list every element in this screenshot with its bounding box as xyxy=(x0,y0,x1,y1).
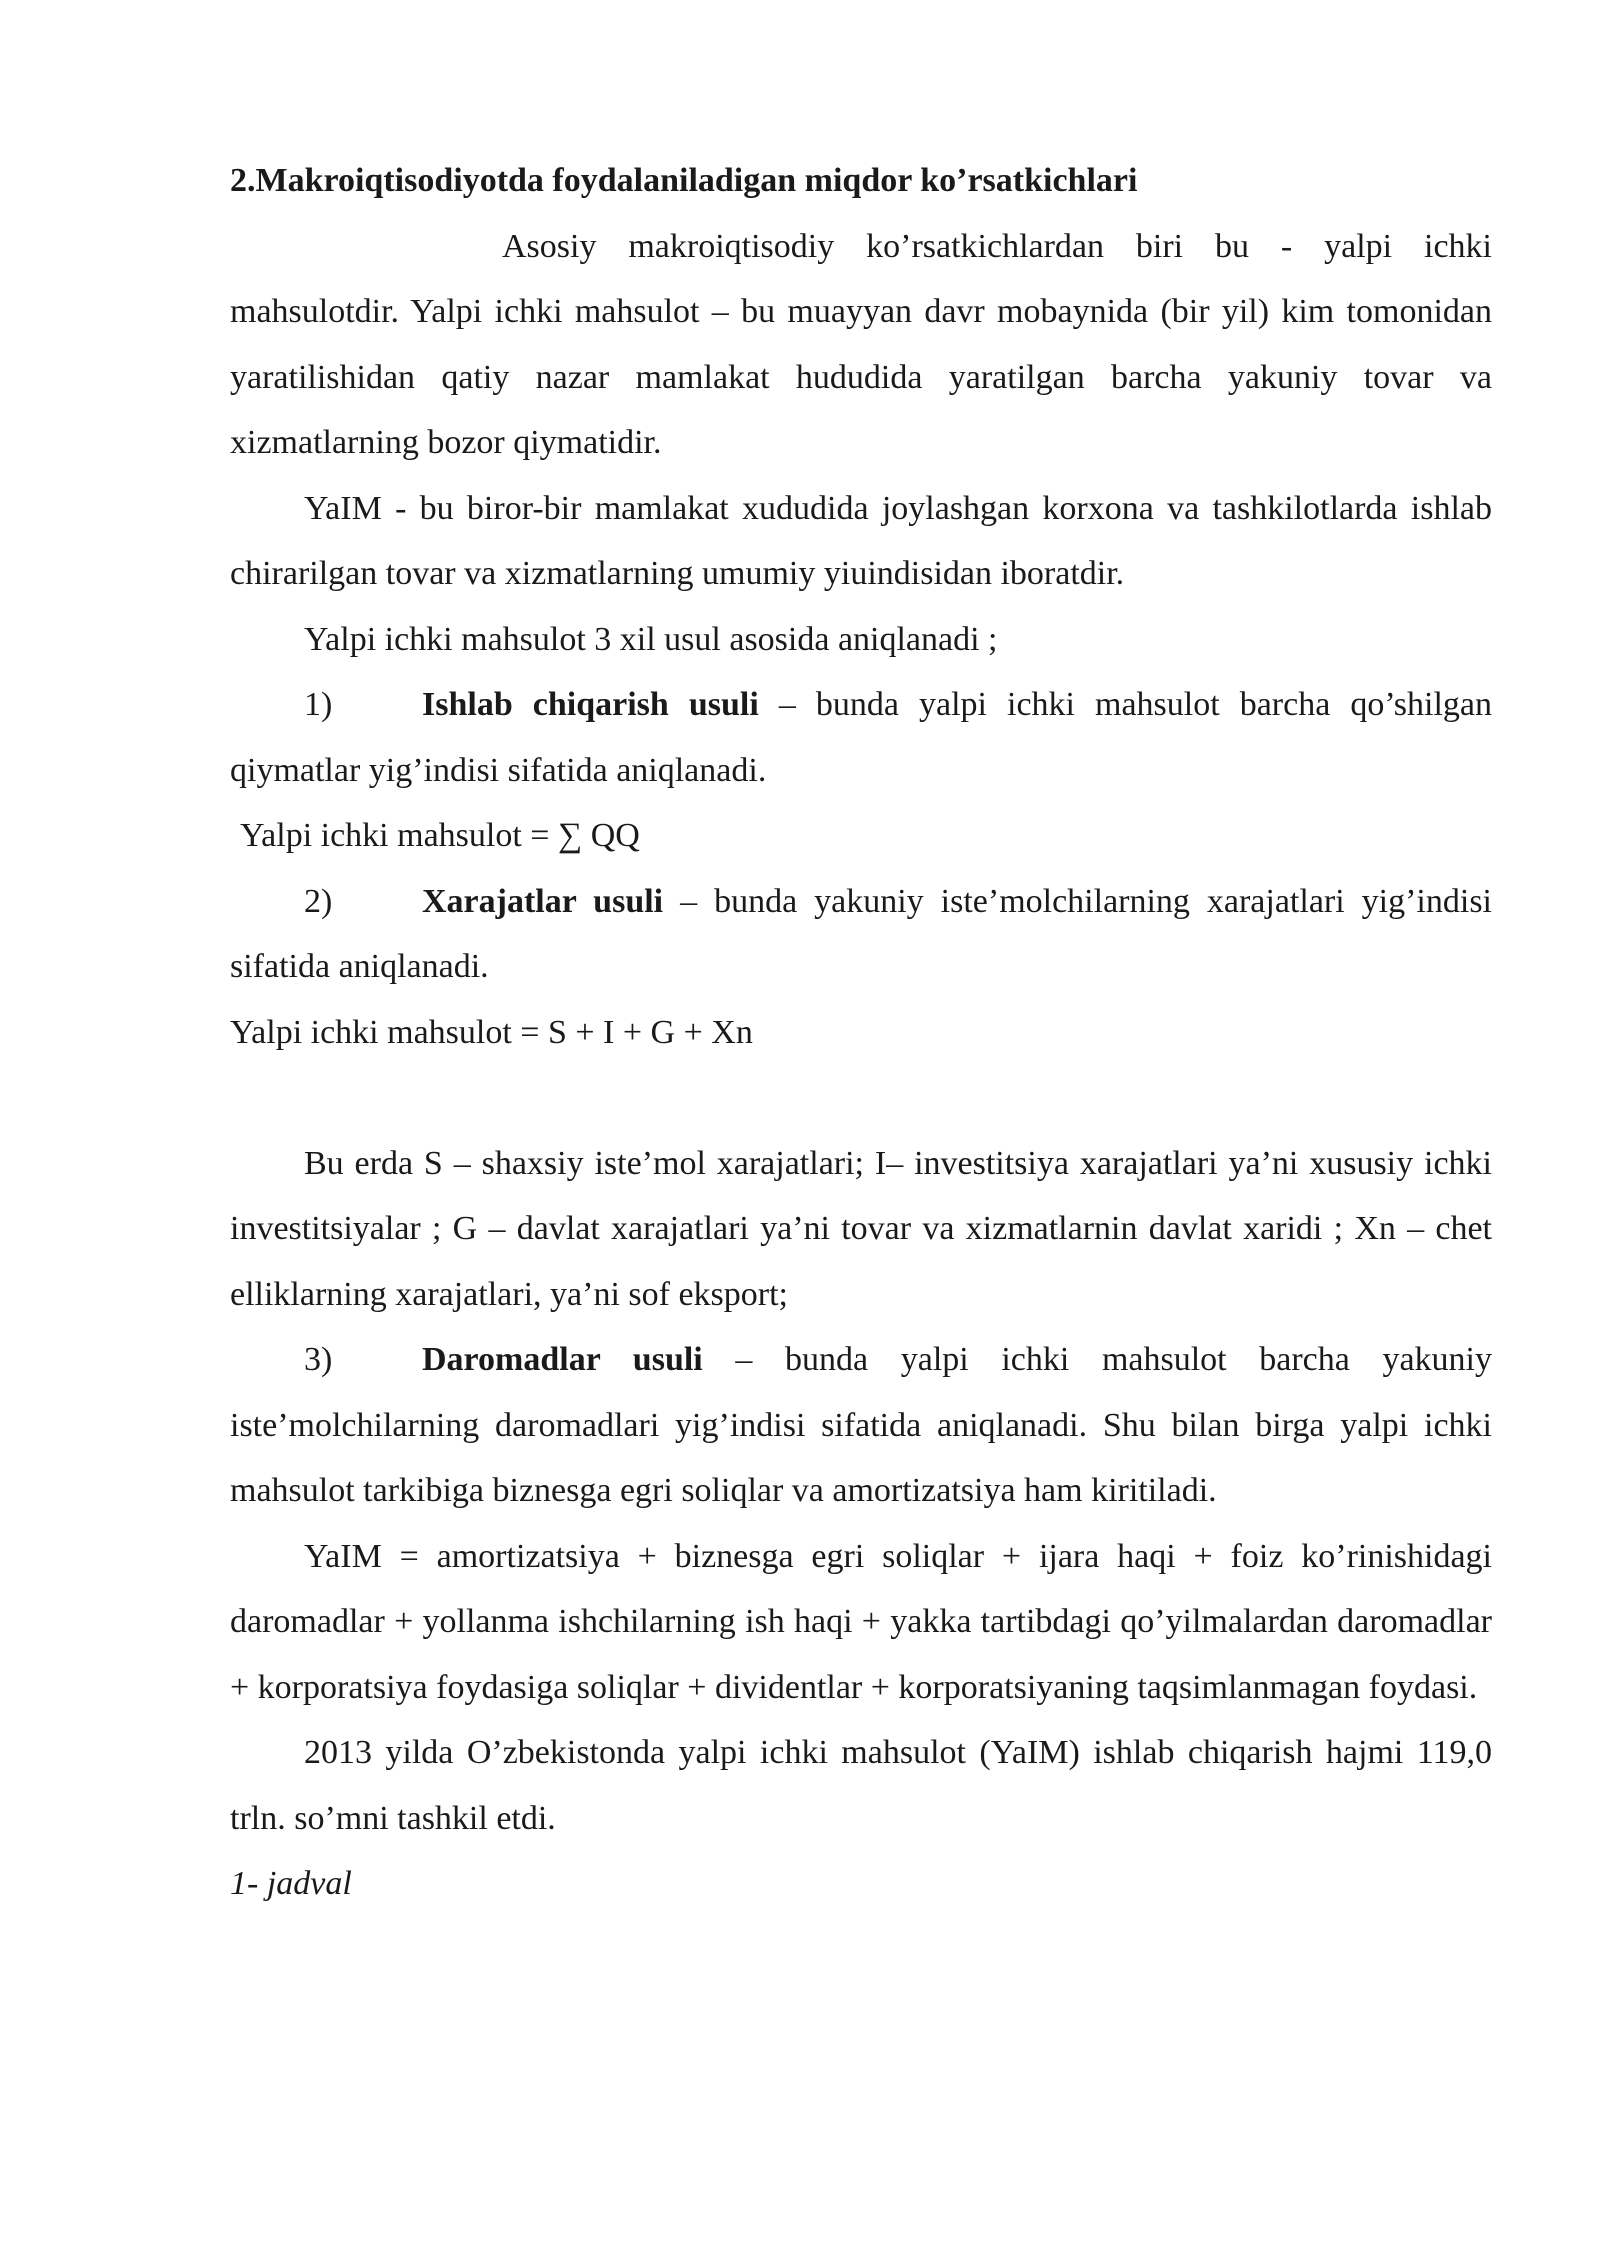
list-item-production-method xyxy=(230,672,1492,803)
method-description: – bunda yakuniy iste’molchilarning xarajatlari yig’indisi sifatida aniqlanadi. xyxy=(230,882,1492,985)
method-term: Xarajatlar usuli xyxy=(422,882,664,920)
blank-line xyxy=(230,1065,1492,1131)
formula-production: Yalpi ichki mahsulot = ∑ QQ xyxy=(240,817,640,854)
table-caption: 1- jadval xyxy=(230,1865,352,1902)
list-number: 3) xyxy=(304,1341,333,1378)
list-item-expenditure-method xyxy=(230,869,1492,1000)
paragraph-2013-gdp: 2013 yilda O’zbekistonda yalpi ichki mahsulot (YaIM) ishlab chiqarish hajmi 119,0 trln. so’mni tashkil etdi. xyxy=(230,1734,1492,1837)
list-number: 1) xyxy=(304,686,333,723)
paragraph-variable-definitions: Bu erda S – shaxsiy iste’mol xarajatlari; I– investitsiya xarajatlari ya’ni xususiy ichki investitsiyalar ; G – davlat xarajatlari ya’ni tovar va xizmatlarnin davlat xaridi ; Xn – chet elliklarning xarajatlari, ya’ni sof eksport; xyxy=(230,1144,1492,1313)
paragraph-income-formula: YaIM = amortizatsiya + biznesga egri soliqlar + ijara haqi + foiz ko’rinishidagi daromadlar + yollanma ishchilarning ish haqi + yakka tartibdagi qo’yilmalardan daromadlar + korporatsiya foydasiga soliqlar + dividentlar + korporatsiyaning taqsimlanmagan foydasi. xyxy=(230,1537,1492,1706)
list-item-income-method xyxy=(230,1327,1492,1524)
list-number: 2) xyxy=(304,882,333,920)
paragraph-yaim-definition: YaIM - bu biror-bir mamlakat xududida joylashgan korxona va tashkilotlarda ishlab chirarilgan tovar va xizmatlarning umumiy yiuindisidan iboratdir. xyxy=(230,489,1492,592)
paragraph-gdp-definition: Asosiy makroiqtisodiy ko’rsatkichlardan biri bu - yalpi ichki mahsulotdir. Yalpi ichki mahsulot – bu muayyan davr mobaynida (bir yil) kim tomonidan yaratilishidan qatiy nazar mamlakat hududida yaratilgan barcha yakuniy tovar va xizmatlarning bozor qiymatidir. xyxy=(230,227,1492,461)
section-title: 2.Makroiqtisodiyotda foydalaniladigan miqdor ko’rsatkichlari xyxy=(230,162,1138,199)
method-description: – bunda yalpi ichki mahsulot barcha qo’shilgan qiymatlar yig’indisi sifatida aniqlanadi. xyxy=(230,686,1492,789)
document-page xyxy=(230,148,1492,1917)
method-description: – bunda yalpi ichki mahsulot barcha yakuniy iste’molchilarning daromadlari yig’indisi sifatida aniqlanadi. Shu bilan birga yalpi ichki mahsulot tarkibiga biznesga egri soliqlar va amortizatsiya ham kiritiladi. xyxy=(230,1341,1492,1509)
formula-expenditure: Yalpi ichki mahsulot = S + I + G + Xn xyxy=(230,1013,753,1051)
method-term: Ishlab chiqarish usuli xyxy=(422,686,759,723)
paragraph-methods-intro: Yalpi ichki mahsulot 3 xil usul asosida aniqlanadi ; xyxy=(304,620,998,658)
method-term: Daromadlar usuli xyxy=(422,1341,703,1378)
